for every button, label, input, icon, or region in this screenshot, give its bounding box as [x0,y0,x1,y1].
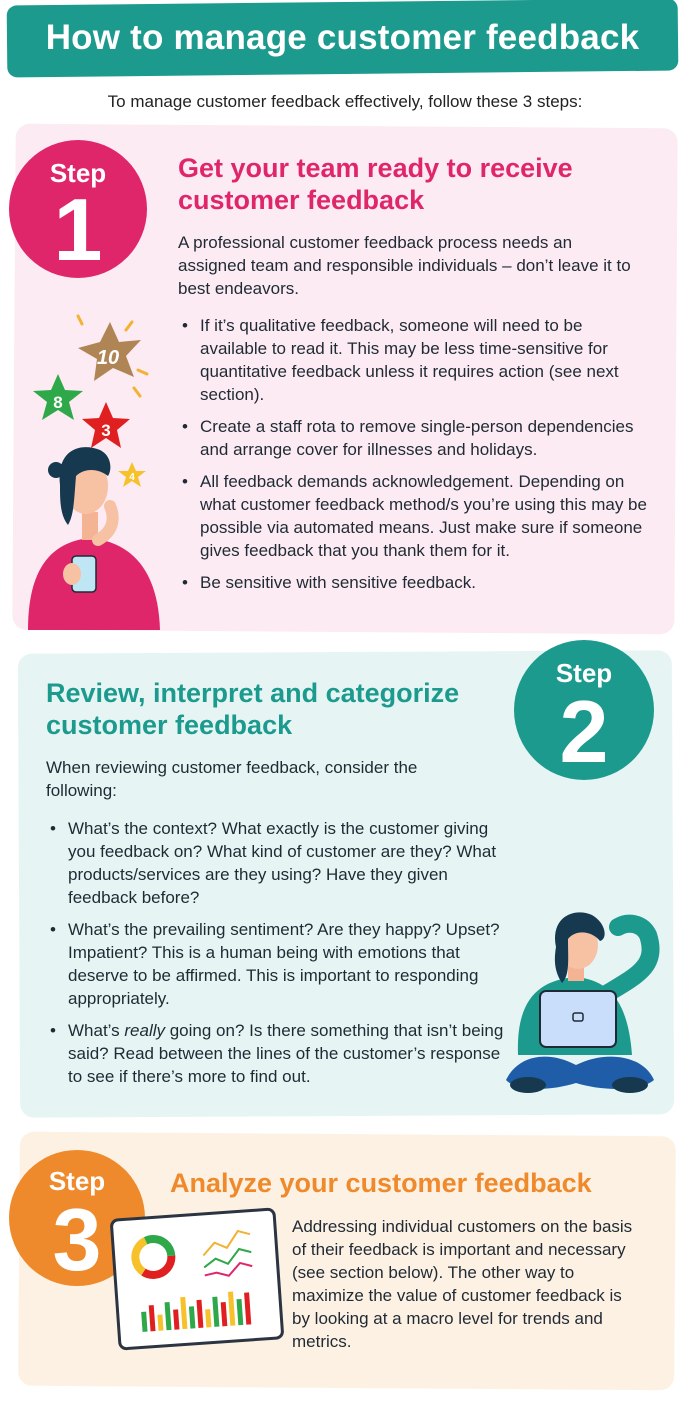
step-1-bullet-list [180,314,650,603]
step-3-label: Step [48,1166,106,1196]
step-1-number: 1 [53,180,103,279]
intro-text: To manage customer feedback effectively, follow these 3 steps: [107,92,583,111]
star-icon [118,462,146,487]
step-2-badge [514,640,654,780]
star-icon [82,402,130,448]
step-2-heading: Review, interpret and categorize customer feedback [46,678,460,740]
step-3-number: 3 [52,1190,102,1289]
step-1-badge [9,140,147,278]
step-3-paragraph: Addressing individual customers on the basis of their feedback is important and necessary (see section below). The other way to maximize the value of customer feedback is by looking at a macro level for trends and metrics. [292,1217,633,1351]
star-icon [78,322,141,381]
list-item: • Create a staff rota to remove single-person dependencies and arrange cover for illnesses and holidays. [180,415,650,461]
step-2-label: Step [555,658,613,688]
list-item: • If it’s qualitative feedback, someone will need to be available to read it. This may be less time-sensitive for quantitative feedback unless it requires action (see next section). [180,314,650,406]
dashboard-card-illustration [110,1207,285,1350]
list-item: • Be sensitive with sensitive feedback. [180,571,650,594]
step-1-paragraph: A professional customer feedback process needs an assigned team and responsible individuals – don’t leave it to best endeavors. [178,233,631,298]
step-2-bullet-list [48,817,510,1097]
page-title: How to manage customer feedback [45,18,640,57]
list-item: • What’s really going on? Is there something that isn’t being said? Read between the lines of the customer’s response to see if there’s more to find out. [48,1019,510,1088]
svg-text:4: 4 [129,472,135,483]
svg-text:8: 8 [53,393,63,412]
step-1-label: Step [49,158,107,188]
star-icon [33,374,83,420]
step-2-number: 2 [559,682,609,781]
analytics-chart-icon [113,1211,281,1348]
person-with-laptop-illustration [498,905,670,1100]
svg-text:10: 10 [96,347,120,369]
step-2-paragraph: When reviewing customer feedback, consider the following: [46,758,418,800]
line-chart-icon [202,1230,253,1277]
list-item: • All feedback demands acknowledgement. Depending on what customer feedback method/s you’re using this may be possible via automated means. Just make sure if someone gives feedback that you thank them for it. [180,470,650,562]
step-3-heading: Analyze your customer feedback [170,1168,592,1198]
svg-text:3: 3 [101,421,111,440]
list-item: • What’s the context? What exactly is the customer giving you feedback on? What kind of customer are they? What products/services are they using? Have they given feedback before? [48,817,510,909]
list-item: • What’s the prevailing sentiment? Are they happy? Upset? Impatient? This is a human being with emotions that deserve to be affirmed. This is important to responding appropriately. [48,918,510,1010]
donut-chart-icon [134,1238,172,1276]
bar-chart-icon [140,1290,251,1332]
step-1-heading: Get your team ready to receive customer feedback [178,153,573,215]
thinking-woman-illustration [20,310,170,630]
